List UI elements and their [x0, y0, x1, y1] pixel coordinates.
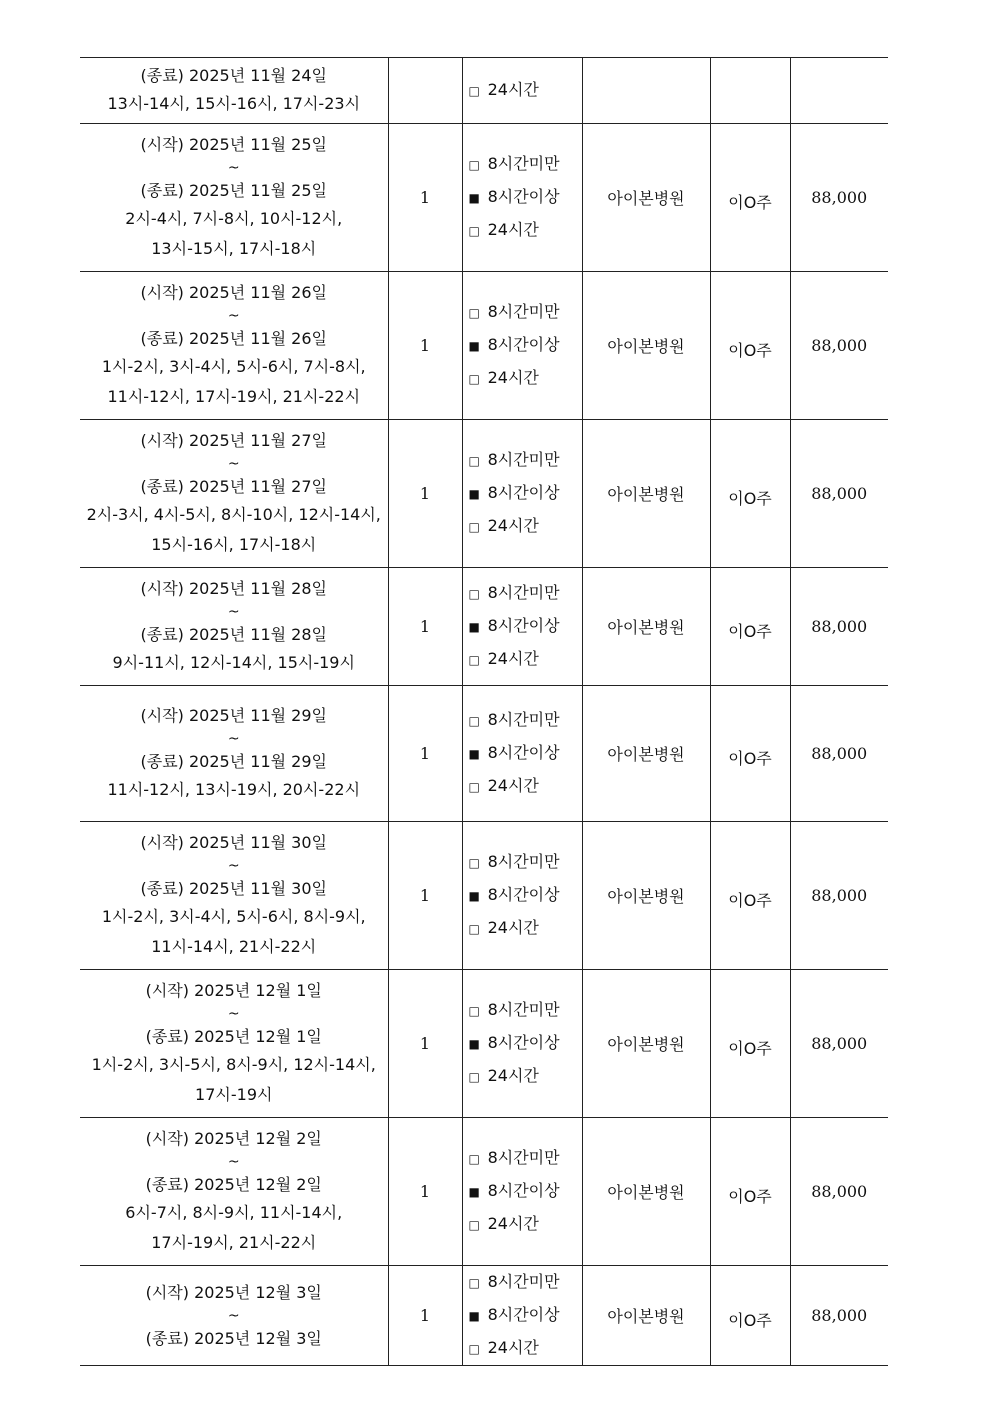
table-row [80, 686, 888, 822]
duration-option [469, 1175, 582, 1208]
duration-option [469, 577, 582, 610]
option-label: 8시간미만 [487, 450, 560, 469]
unchecked-box-icon: □ [468, 1342, 480, 1356]
amount-cell: 88,000 [790, 124, 888, 272]
quantity-cell: 1 [388, 970, 462, 1118]
option-label: 24시간 [487, 776, 539, 795]
checked-box-icon: ■ [468, 487, 480, 501]
duration-option [469, 444, 582, 477]
option-label: 8시간이상 [487, 616, 560, 635]
option-label: 8시간이상 [487, 1181, 560, 1200]
caregiver-cell: 이O주 [710, 970, 790, 1118]
quantity-cell: 1 [388, 272, 462, 420]
start-date: (시작) 2025년 12월 1일 [145, 980, 322, 1000]
duration-option [469, 1142, 582, 1175]
option-label: 8시간이상 [487, 335, 560, 354]
option-label: 8시간이상 [487, 743, 560, 762]
unchecked-box-icon: □ [468, 454, 480, 468]
start-date: (시작) 2025년 11월 27일 [140, 430, 327, 450]
quantity-cell: 1 [388, 686, 462, 822]
checked-box-icon: ■ [468, 889, 480, 903]
duration-options-cell [462, 1118, 582, 1266]
hours-line: 15시-16시, 17시-18시 [151, 534, 317, 554]
quantity-cell: 1 [388, 568, 462, 686]
tilde-separator: ~ [227, 307, 240, 324]
option-label: 8시간이상 [487, 187, 560, 206]
option-label: 24시간 [487, 1338, 539, 1357]
start-date: (시작) 2025년 11월 28일 [140, 578, 327, 598]
table-row [80, 970, 888, 1118]
institution-cell: 아이본병원 [582, 124, 710, 272]
period-cell [80, 1118, 388, 1266]
amount-cell: 88,000 [790, 1118, 888, 1266]
caregiver-cell [710, 58, 790, 124]
duration-option [469, 846, 582, 879]
unchecked-box-icon: □ [468, 224, 480, 238]
table-row [80, 822, 888, 970]
checked-box-icon: ■ [468, 747, 480, 761]
table-row [80, 272, 888, 420]
option-label: 8시간미만 [487, 710, 560, 729]
checked-box-icon: ■ [468, 1037, 480, 1051]
unchecked-box-icon: □ [468, 520, 480, 534]
duration-options-cell [462, 822, 582, 970]
option-label: 8시간이상 [487, 1305, 560, 1324]
period-cell [80, 970, 388, 1118]
unchecked-box-icon: □ [468, 1276, 480, 1290]
duration-options-cell [462, 58, 582, 124]
amount-cell: 88,000 [790, 822, 888, 970]
option-label: 8시간이상 [487, 885, 560, 904]
duration-option [469, 1060, 582, 1093]
hours-line: 2시-4시, 7시-8시, 10시-12시, [125, 208, 343, 228]
option-label: 24시간 [487, 1066, 539, 1085]
start-date: (시작) 2025년 12월 3일 [145, 1282, 322, 1302]
duration-option [469, 74, 582, 107]
duration-option [469, 181, 582, 214]
hours-line: 13시-15시, 17시-18시 [151, 238, 317, 258]
amount-cell: 88,000 [790, 568, 888, 686]
caregiver-cell: 이O주 [710, 1118, 790, 1266]
end-date: (종료) 2025년 11월 26일 [140, 328, 327, 348]
institution-cell: 아이본병원 [582, 272, 710, 420]
caregiver-cell: 이O주 [710, 686, 790, 822]
unchecked-box-icon: □ [468, 1004, 480, 1018]
duration-option [469, 879, 582, 912]
hours-line: 11시-12시, 13시-19시, 20시-22시 [107, 779, 361, 799]
option-label: 24시간 [487, 80, 539, 99]
duration-option [469, 1208, 582, 1241]
end-date: (종료) 2025년 11월 30일 [140, 878, 327, 898]
duration-option [469, 1266, 582, 1299]
tilde-separator: ~ [227, 159, 240, 176]
caregiver-cell: 이O주 [710, 1266, 790, 1366]
caregiver-cell: 이O주 [710, 124, 790, 272]
duration-option [469, 1299, 582, 1332]
table-row [80, 124, 888, 272]
table-row [80, 1266, 888, 1366]
quantity-cell [388, 58, 462, 124]
hours-line: 6시-7시, 8시-9시, 11시-14시, [125, 1202, 343, 1222]
unchecked-box-icon: □ [468, 158, 480, 172]
end-date: (종료) 2025년 12월 2일 [145, 1174, 322, 1194]
start-date: (시작) 2025년 11월 29일 [140, 705, 327, 725]
option-label: 8시간미만 [487, 1148, 560, 1167]
duration-options-cell [462, 1266, 582, 1366]
option-label: 8시간미만 [487, 1272, 560, 1291]
care-record-table [80, 57, 888, 1366]
institution-cell: 아이본병원 [582, 1118, 710, 1266]
table-row [80, 1118, 888, 1266]
checked-box-icon: ■ [468, 1309, 480, 1323]
checked-box-icon: ■ [468, 339, 480, 353]
caregiver-cell: 이O주 [710, 568, 790, 686]
period-cell [80, 420, 388, 568]
option-label: 8시간미만 [487, 1000, 560, 1019]
end-date: (종료) 2025년 11월 27일 [140, 476, 327, 496]
option-label: 8시간이상 [487, 1033, 560, 1052]
table-body [80, 58, 888, 1366]
unchecked-box-icon: □ [468, 372, 480, 386]
start-date: (시작) 2025년 11월 25일 [140, 134, 327, 154]
checked-box-icon: ■ [468, 1185, 480, 1199]
unchecked-box-icon: □ [468, 922, 480, 936]
hours-line: 11시-14시, 21시-22시 [151, 936, 317, 956]
period-cell [80, 58, 388, 124]
hours-line: 1시-2시, 3시-4시, 5시-6시, 7시-8시, [101, 356, 366, 376]
duration-option [469, 477, 582, 510]
duration-option [469, 912, 582, 945]
institution-cell [582, 58, 710, 124]
unchecked-box-icon: □ [468, 780, 480, 794]
unchecked-box-icon: □ [468, 1218, 480, 1232]
start-date: (시작) 2025년 11월 30일 [140, 832, 327, 852]
end-date: (종료) 2025년 12월 1일 [145, 1026, 322, 1046]
amount-cell: 88,000 [790, 1266, 888, 1366]
option-label: 24시간 [487, 516, 539, 535]
hours-line: 13시-14시, 15시-16시, 17시-23시 [107, 93, 361, 113]
amount-cell: 88,000 [790, 970, 888, 1118]
duration-options-cell [462, 420, 582, 568]
duration-option [469, 362, 582, 395]
amount-cell: 88,000 [790, 686, 888, 822]
unchecked-box-icon: □ [468, 856, 480, 870]
period-cell [80, 686, 388, 822]
institution-cell: 아이본병원 [582, 420, 710, 568]
table-row [80, 420, 888, 568]
caregiver-cell: 이O주 [710, 420, 790, 568]
duration-option [469, 994, 582, 1027]
hours-line: 1시-2시, 3시-4시, 5시-6시, 8시-9시, [101, 906, 366, 926]
option-label: 8시간미만 [487, 852, 560, 871]
duration-option [469, 643, 582, 676]
duration-option [469, 510, 582, 543]
tilde-separator: ~ [227, 1153, 240, 1170]
option-label: 8시간미만 [487, 302, 560, 321]
hours-line: 11시-12시, 17시-19시, 21시-22시 [107, 386, 361, 406]
duration-options-cell [462, 272, 582, 420]
quantity-cell: 1 [388, 1118, 462, 1266]
tilde-separator: ~ [227, 1005, 240, 1022]
duration-option [469, 610, 582, 643]
tilde-separator: ~ [227, 857, 240, 874]
end-date: (종료) 2025년 11월 29일 [140, 751, 327, 771]
duration-options-cell [462, 970, 582, 1118]
hours-line: 2시-3시, 4시-5시, 8시-10시, 12시-14시, [86, 504, 381, 524]
amount-cell [790, 58, 888, 124]
end-date: (종료) 2025년 11월 28일 [140, 624, 327, 644]
option-label: 24시간 [487, 220, 539, 239]
institution-cell: 아이본병원 [582, 1266, 710, 1366]
option-label: 24시간 [487, 1214, 539, 1233]
duration-option [469, 1332, 582, 1365]
table-row [80, 58, 888, 124]
caregiver-cell: 이O주 [710, 822, 790, 970]
quantity-cell: 1 [388, 1266, 462, 1366]
duration-option [469, 214, 582, 247]
institution-cell: 아이본병원 [582, 686, 710, 822]
tilde-separator: ~ [227, 730, 240, 747]
duration-option [469, 329, 582, 362]
option-label: 8시간미만 [487, 583, 560, 602]
start-date: (시작) 2025년 11월 26일 [140, 282, 327, 302]
unchecked-box-icon: □ [468, 1152, 480, 1166]
quantity-cell: 1 [388, 420, 462, 568]
duration-option [469, 704, 582, 737]
option-label: 8시간미만 [487, 154, 560, 173]
unchecked-box-icon: □ [468, 306, 480, 320]
period-cell [80, 568, 388, 686]
hours-line: 17시-19시, 21시-22시 [151, 1232, 317, 1252]
unchecked-box-icon: □ [468, 714, 480, 728]
tilde-separator: ~ [227, 603, 240, 620]
checked-box-icon: ■ [468, 191, 480, 205]
hours-line: 9시-11시, 12시-14시, 15시-19시 [112, 652, 355, 672]
duration-options-cell [462, 686, 582, 822]
caregiver-cell: 이O주 [710, 272, 790, 420]
unchecked-box-icon: □ [468, 1070, 480, 1084]
tilde-separator: ~ [227, 1307, 240, 1324]
duration-options-cell [462, 568, 582, 686]
end-date: (종료) 2025년 11월 24일 [140, 65, 327, 85]
duration-options-cell [462, 124, 582, 272]
quantity-cell: 1 [388, 822, 462, 970]
start-date: (시작) 2025년 12월 2일 [145, 1128, 322, 1148]
quantity-cell: 1 [388, 124, 462, 272]
duration-option [469, 1027, 582, 1060]
amount-cell: 88,000 [790, 420, 888, 568]
checked-box-icon: ■ [468, 620, 480, 634]
hours-line: 1시-2시, 3시-5시, 8시-9시, 12시-14시, [91, 1054, 376, 1074]
table-row [80, 568, 888, 686]
institution-cell: 아이본병원 [582, 822, 710, 970]
amount-cell: 88,000 [790, 272, 888, 420]
institution-cell: 아이본병원 [582, 568, 710, 686]
option-label: 8시간이상 [487, 483, 560, 502]
tilde-separator: ~ [227, 455, 240, 472]
duration-option [469, 148, 582, 181]
institution-cell: 아이본병원 [582, 970, 710, 1118]
hours-line: 17시-19시 [195, 1084, 273, 1104]
duration-option [469, 296, 582, 329]
period-cell [80, 822, 388, 970]
unchecked-box-icon: □ [468, 587, 480, 601]
option-label: 24시간 [487, 649, 539, 668]
option-label: 24시간 [487, 368, 539, 387]
end-date: (종료) 2025년 12월 3일 [145, 1328, 322, 1348]
unchecked-box-icon: □ [468, 84, 480, 98]
period-cell [80, 1266, 388, 1366]
period-cell [80, 124, 388, 272]
duration-option [469, 737, 582, 770]
duration-option [469, 770, 582, 803]
end-date: (종료) 2025년 11월 25일 [140, 180, 327, 200]
unchecked-box-icon: □ [468, 653, 480, 667]
option-label: 24시간 [487, 918, 539, 937]
period-cell [80, 272, 388, 420]
